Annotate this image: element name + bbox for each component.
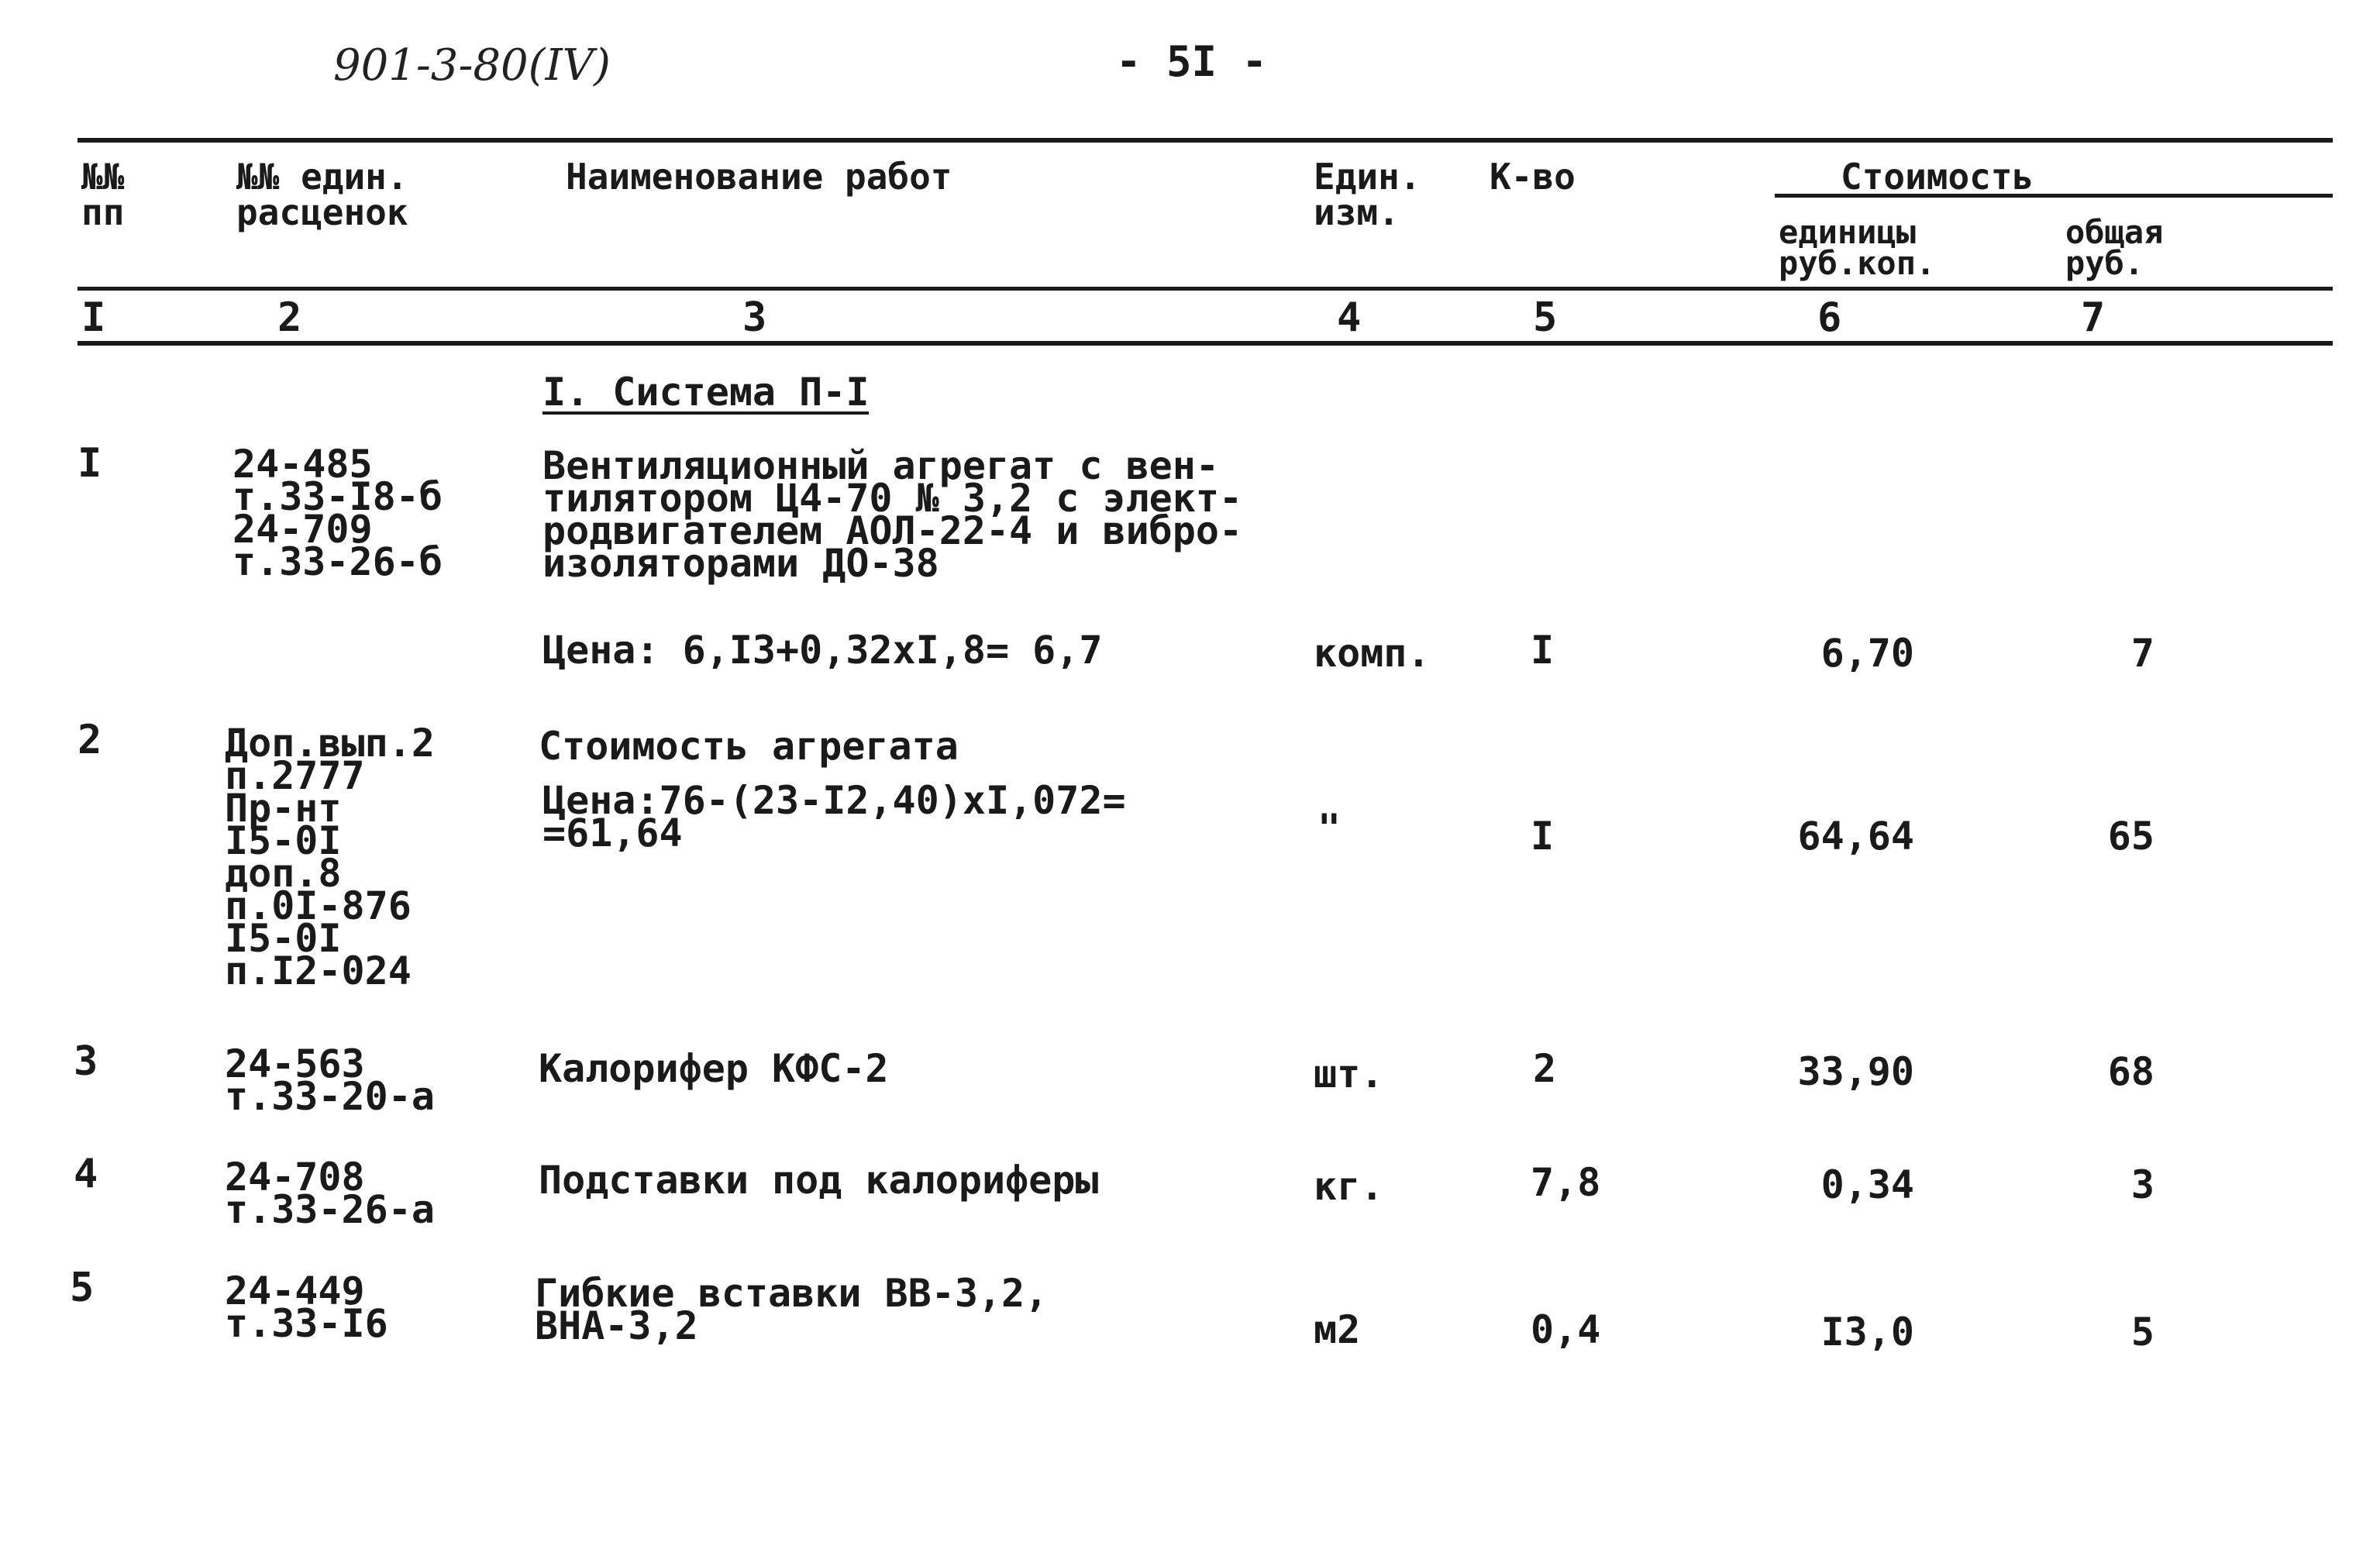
row-1-number: I xyxy=(77,440,102,487)
col-number-2: 2 xyxy=(277,294,302,341)
col-number-4: 4 xyxy=(1337,294,1362,341)
row-1-total: 7 xyxy=(2130,631,2154,676)
header-col6: единицы руб.коп. xyxy=(1779,213,1936,282)
header-col3: Наименование работ xyxy=(566,156,952,198)
row-1-name: Вентиляционный агрегат с вен- тилятором Ц4-70 № 3,2 с элект- родвигателем АОЛ-22-4 и вибро- изоляторами ДО-38 xyxy=(542,443,1243,586)
header-col5: К-во xyxy=(1490,156,1576,198)
header-col4: Един. изм. xyxy=(1314,156,1421,233)
row-4-total: 3 xyxy=(2130,1162,2154,1207)
row-4-unit: кг. xyxy=(1314,1164,1384,1209)
row-2-price: Цена:76-(23-I2,40)xI,072= =61,64 xyxy=(542,778,1126,855)
row-5-name: Гибкие вставки ВВ-3,2, ВНА-3,2 xyxy=(535,1271,1049,1348)
row-4-unit-cost: 0,34 xyxy=(1820,1162,1914,1207)
row-4-codes: 24-708 т.33-26-а xyxy=(225,1155,435,1232)
row-5-total: 5 xyxy=(2130,1310,2154,1355)
row-3-codes: 24-563 т.33-20-а xyxy=(225,1041,435,1119)
row-1-qty: I xyxy=(1531,628,1555,673)
row-1-codes: 24-485 т.33-I8-б 24-709 т.33-26-б xyxy=(232,442,443,584)
row-2-name: Стоимость агрегата xyxy=(539,724,959,769)
col-number-6: 6 xyxy=(1817,294,1842,341)
row-3-unit-cost: 33,90 xyxy=(1797,1049,1914,1094)
row-4-name: Подставки под калориферы xyxy=(539,1158,1099,1203)
row-2-total: 65 xyxy=(2107,814,2154,859)
row-2-codes: Доп.вып.2 п.2777 Пр-нт I5-0I доп.8 п.0I-876 I5-0I п.I2-024 xyxy=(225,721,435,993)
document-code: 901-3-80(IV) xyxy=(333,40,611,91)
header-top-rule xyxy=(77,138,2333,143)
header-col2: №№ един. расценок xyxy=(236,156,408,233)
row-2-number: 2 xyxy=(77,717,102,763)
row-5-codes: 24-449 т.33-I6 xyxy=(225,1269,388,1346)
col-number-1: I xyxy=(81,294,106,341)
row-3-name: Калорифер КФС-2 xyxy=(539,1046,889,1091)
section-title: I. Система П-I xyxy=(542,370,870,415)
row-3-total: 68 xyxy=(2107,1049,2154,1094)
col-number-3: 3 xyxy=(742,294,767,341)
col-number-7: 7 xyxy=(2081,294,2106,341)
row-4-number: 4 xyxy=(74,1151,98,1197)
row-5-qty: 0,4 xyxy=(1531,1307,1601,1352)
header-col7: общая руб. xyxy=(2065,213,2164,282)
header-col1: №№ пп xyxy=(81,156,125,233)
column-number-rule xyxy=(77,341,2333,346)
col-number-5: 5 xyxy=(1533,294,1558,341)
row-2-unit: " xyxy=(1317,806,1342,851)
row-1-price: Цена: 6,I3+0,32xI,8= 6,7 xyxy=(542,628,1103,673)
row-5-unit: м2 xyxy=(1314,1307,1361,1352)
row-3-unit: шт. xyxy=(1314,1052,1384,1096)
row-1-unit: комп. xyxy=(1314,631,1431,676)
row-3-number: 3 xyxy=(74,1038,98,1085)
row-3-qty: 2 xyxy=(1533,1046,1557,1091)
row-2-qty: I xyxy=(1531,814,1555,859)
row-1-unit-cost: 6,70 xyxy=(1820,631,1914,676)
row-4-qty: 7,8 xyxy=(1531,1160,1601,1205)
row-5-unit-cost: I3,0 xyxy=(1820,1310,1914,1355)
header-bottom-rule xyxy=(77,287,2333,291)
page-number: - 5I - xyxy=(1116,37,1268,86)
row-2-unit-cost: 64,64 xyxy=(1797,814,1914,859)
row-5-number: 5 xyxy=(70,1265,95,1311)
header-cost: Стоимость xyxy=(1841,156,2034,198)
